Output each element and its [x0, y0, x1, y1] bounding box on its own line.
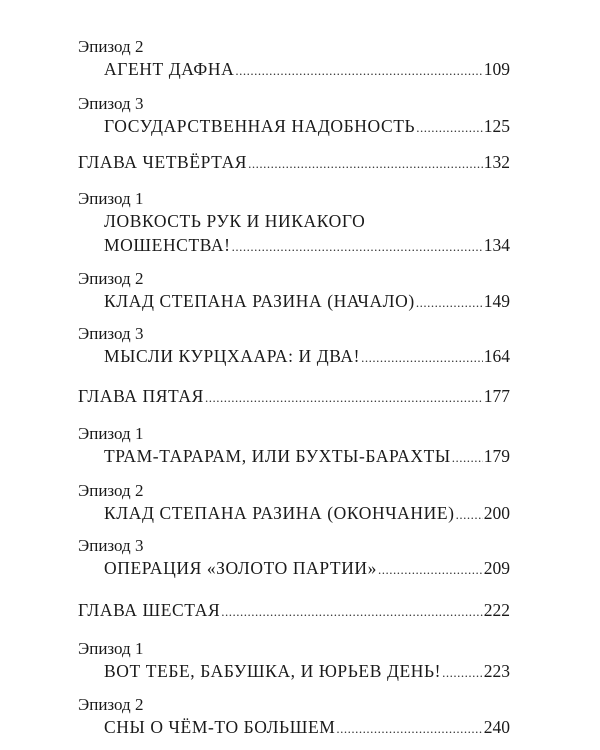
dot-leader — [336, 718, 482, 740]
episode-label: Эпизод 1 — [78, 189, 144, 208]
entry-title: МОШЕНСТВА! — [104, 235, 231, 255]
dot-leader — [235, 60, 482, 82]
entry-page-number: 200 — [483, 503, 510, 523]
chapter-title: ГЛАВА ШЕСТАЯ — [78, 600, 221, 620]
entry-page-number: 177 — [483, 386, 510, 406]
episode-label: Эпизод 3 — [78, 94, 144, 113]
episode-label: Эпизод 1 — [78, 639, 144, 658]
entry-page-number: 149 — [483, 291, 510, 311]
chapter-entry — [78, 385, 510, 409]
episode-label: Эпизод 2 — [78, 269, 144, 288]
entry-page-number: 164 — [483, 346, 510, 366]
episode-label: Эпизод 2 — [78, 695, 144, 714]
entry-title: КЛАД СТЕПАНА РАЗИНА (НАЧАЛО) — [104, 291, 415, 311]
dot-leader — [456, 504, 483, 526]
entry-title: ВОТ ТЕБЕ, БАБУШКА, И ЮРЬЕВ ДЕНЬ! — [104, 661, 442, 681]
toc-entry — [104, 58, 510, 82]
entry-title: ТРАМ-ТАРАРАМ, ИЛИ БУХТЫ-БАРАХТЫ — [104, 446, 451, 466]
entry-title: ОПЕРАЦИЯ «ЗОЛОТО ПАРТИИ» — [104, 558, 378, 578]
toc-entry — [104, 445, 510, 469]
dot-leader — [378, 559, 483, 581]
dot-leader — [452, 447, 483, 469]
dot-leader — [205, 387, 483, 409]
episode-label: Эпизод 2 — [78, 481, 144, 500]
chapter-entry — [78, 599, 510, 623]
toc-entry — [104, 345, 510, 369]
dot-leader — [232, 236, 483, 258]
entry-page-number: 223 — [483, 661, 510, 681]
chapter-entry — [78, 151, 510, 175]
entry-page-number: 132 — [483, 152, 510, 172]
entry-page-number: 109 — [483, 59, 510, 79]
episode-label: Эпизод 2 — [78, 37, 144, 56]
entry-page-number: 209 — [483, 558, 510, 578]
episode-label: Эпизод 3 — [78, 324, 144, 343]
toc-entry — [104, 502, 510, 526]
toc-entry — [104, 290, 510, 314]
dot-leader — [442, 662, 483, 684]
entry-title-first-line: ЛОВКОСТЬ РУК И НИКАКОГО — [104, 211, 366, 231]
dot-leader — [416, 117, 483, 139]
toc-entry — [104, 557, 510, 581]
dot-leader — [248, 153, 483, 175]
toc-entry — [104, 115, 510, 139]
toc-entry — [104, 660, 510, 684]
episode-label: Эпизод 1 — [78, 424, 144, 443]
entry-page-number: 222 — [483, 600, 510, 620]
entry-title: АГЕНТ ДАФНА — [104, 59, 235, 79]
entry-page-number: 179 — [483, 446, 510, 466]
chapter-title: ГЛАВА ПЯТАЯ — [78, 386, 204, 406]
episode-label: Эпизод 3 — [78, 536, 144, 555]
entry-page-number: 240 — [483, 717, 510, 737]
dot-leader — [361, 347, 483, 369]
dot-leader — [221, 601, 483, 623]
dot-leader — [416, 292, 483, 314]
entry-title: МЫСЛИ КУРЦХААРА: И ДВА! — [104, 346, 361, 366]
chapter-title: ГЛАВА ЧЕТВЁРТАЯ — [78, 152, 248, 172]
entry-page-number: 134 — [483, 235, 510, 255]
entry-page-number: 125 — [483, 116, 510, 136]
entry-title: КЛАД СТЕПАНА РАЗИНА (ОКОНЧАНИЕ) — [104, 503, 455, 523]
toc-entry — [104, 716, 510, 740]
toc-entry — [104, 234, 510, 258]
entry-title: ГОСУДАРСТВЕННАЯ НАДОБНОСТЬ — [104, 116, 416, 136]
entry-title: СНЫ О ЧЁМ-ТО БОЛЬШЕМ — [104, 717, 336, 737]
